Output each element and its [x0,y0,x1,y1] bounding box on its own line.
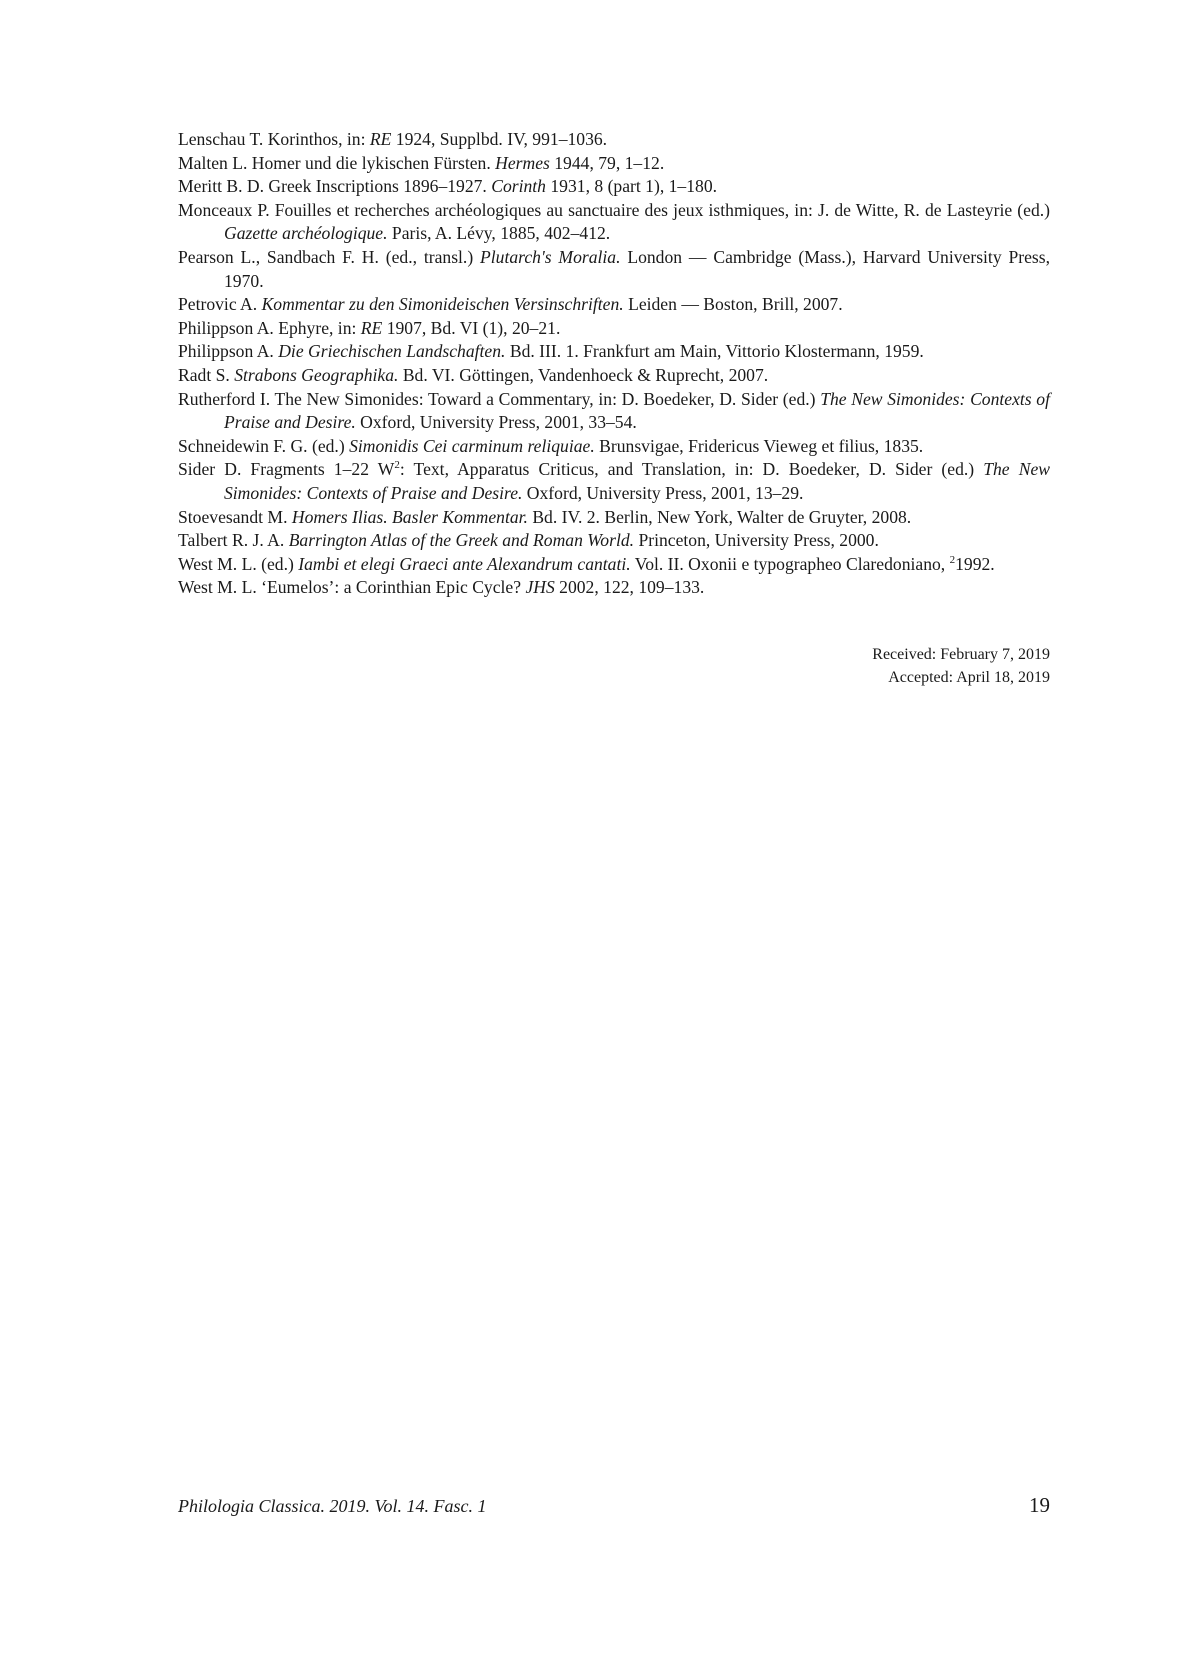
reference-title-italic: The New Simonides: Contexts of Praise and Desire. [224,388,1050,433]
reference-text: Petrovic A. [178,294,262,315]
received-date: Received: February 7, 2019 [872,646,1050,663]
reference-entry [178,317,1050,341]
reference-entry [178,435,1050,459]
reference-entry [178,576,1050,600]
reference-text: West M. L. ‘Eumelos’: a Corinthian Epic Cycle? [178,577,526,598]
reference-superscript: 2 [949,553,956,566]
accepted-date: Accepted: April 18, 2019 [888,669,1050,686]
reference-title-italic: Gazette archéologique. [224,223,388,244]
reference-text: Philippson A. [178,341,279,362]
reference-title-italic: Corinth [491,176,546,197]
reference-title-italic: Kommentar zu den Simonideischen Versinschriften. [261,294,624,315]
reference-text: 1907, Bd. VI (1), 20–21. [382,317,561,338]
journal-footer: Philologia Classica. 2019. Vol. 14. Fasc. 1 [178,1496,487,1516]
reference-text: 1924, Supplbd. IV, 991–1036. [391,129,608,149]
reference-text: Leiden — Boston, Brill, 2007. [623,294,843,315]
reference-text: Brunsvigae, Fridericus Vieweg et filius, 1835. [594,435,924,456]
reference-text: Bd. IV. 2. Berlin, New York, Walter de Gruyter, 2008. [527,506,912,527]
reference-text: Oxford, University Press, 2001, 13–29. [522,482,804,503]
reference-entry [178,529,1050,553]
reference-title-italic: RE [369,129,392,149]
reference-text: Meritt B. D. Greek Inscriptions 1896–1927. [178,176,492,197]
reference-text: 1992. [955,553,995,574]
reference-text: West M. L. (ed.) [178,553,299,574]
reference-entry [178,458,1050,505]
reference-entry [178,553,1050,577]
reference-text: Malten L. Homer und die lykischen Fürsten. [178,152,496,173]
submission-dates [872,643,1050,689]
reference-entry [178,364,1050,388]
reference-title-italic: RE [360,317,383,338]
reference-text: Vol. II. Oxonii e typographeo Claredoniano, [630,553,950,574]
reference-title-italic: Plutarch's Moralia. [480,246,621,267]
reference-text: Paris, A. Lévy, 1885, 402–412. [387,223,611,244]
reference-text: Philippson A. Ephyre, in: [178,317,361,338]
reference-text: 2002, 122, 109–133. [554,577,705,598]
reference-text: Rutherford I. The New Simonides: Toward a Commentary, in: D. Boedeker, D. Sider (ed.) [178,388,821,409]
reference-title-italic: Iambi et elegi Graeci ante Alexandrum cantati. [298,553,631,574]
reference-text: Sider D. Fragments 1–22 W [178,459,395,480]
reference-entry [178,340,1050,364]
reference-entry [178,128,1050,152]
reference-text: Stoevesandt M. [178,506,292,527]
reference-title-italic: Hermes [495,152,550,173]
reference-entry [178,506,1050,530]
reference-title-italic: Die Griechischen Landschaften. [278,341,506,362]
reference-title-italic: The New Simonides: Contexts of Praise and Desire. [224,459,1050,503]
reference-text: Schneidewin F. G. (ed.) [178,435,350,456]
reference-list [178,128,1050,600]
reference-text: Pearson L., Sandbach F. H. (ed., transl.) [178,246,481,267]
reference-entry [178,152,1050,176]
reference-entry [178,175,1050,199]
reference-text: 1931, 8 (part 1), 1–180. [545,176,718,197]
reference-entry [178,199,1050,246]
reference-text: Monceaux P. Fouilles et recherches archéologiques au sanctuaire des jeux isthmiques, in: J. de Witte, R. de Lasteyrie (ed.) [178,199,1050,220]
reference-superscript: 2 [394,459,400,472]
reference-entry [178,388,1050,435]
reference-text: Bd. III. 1. Frankfurt am Main, Vittorio Klostermann, 1959. [505,341,924,362]
reference-title-italic: JHS [525,577,555,598]
reference-text: Oxford, University Press, 2001, 33–54. [355,412,637,433]
reference-text: London — Cambridge (Mass.), Harvard University Press, 1970. [224,246,1051,291]
reference-title-italic: Simonidis Cei carminum reliquiae. [349,435,595,456]
reference-text: Lenschau T. Korinthos, in: [178,129,370,149]
reference-text: 1944, 79, 1–12. [549,152,665,173]
page-number: 19 [1029,1493,1050,1517]
reference-text: Bd. VI. Göttingen, Vandenhoeck & Ruprecht, 2007. [398,364,769,385]
reference-title-italic: Strabons Geographika. [234,364,399,385]
reference-text: Talbert R. J. A. [178,530,289,551]
reference-text: Radt S. [178,364,235,385]
reference-entry [178,293,1050,317]
reference-entry [178,246,1050,293]
reference-title-italic: Homers Ilias. Basler Kommentar. [291,506,528,527]
reference-title-italic: Barrington Atlas of the Greek and Roman World. [288,530,635,551]
reference-text: Princeton, University Press, 2000. [634,530,879,551]
reference-text: : Text, Apparatus Criticus, and Translation, in: D. Boedeker, D. Sider (ed.) [399,459,984,480]
